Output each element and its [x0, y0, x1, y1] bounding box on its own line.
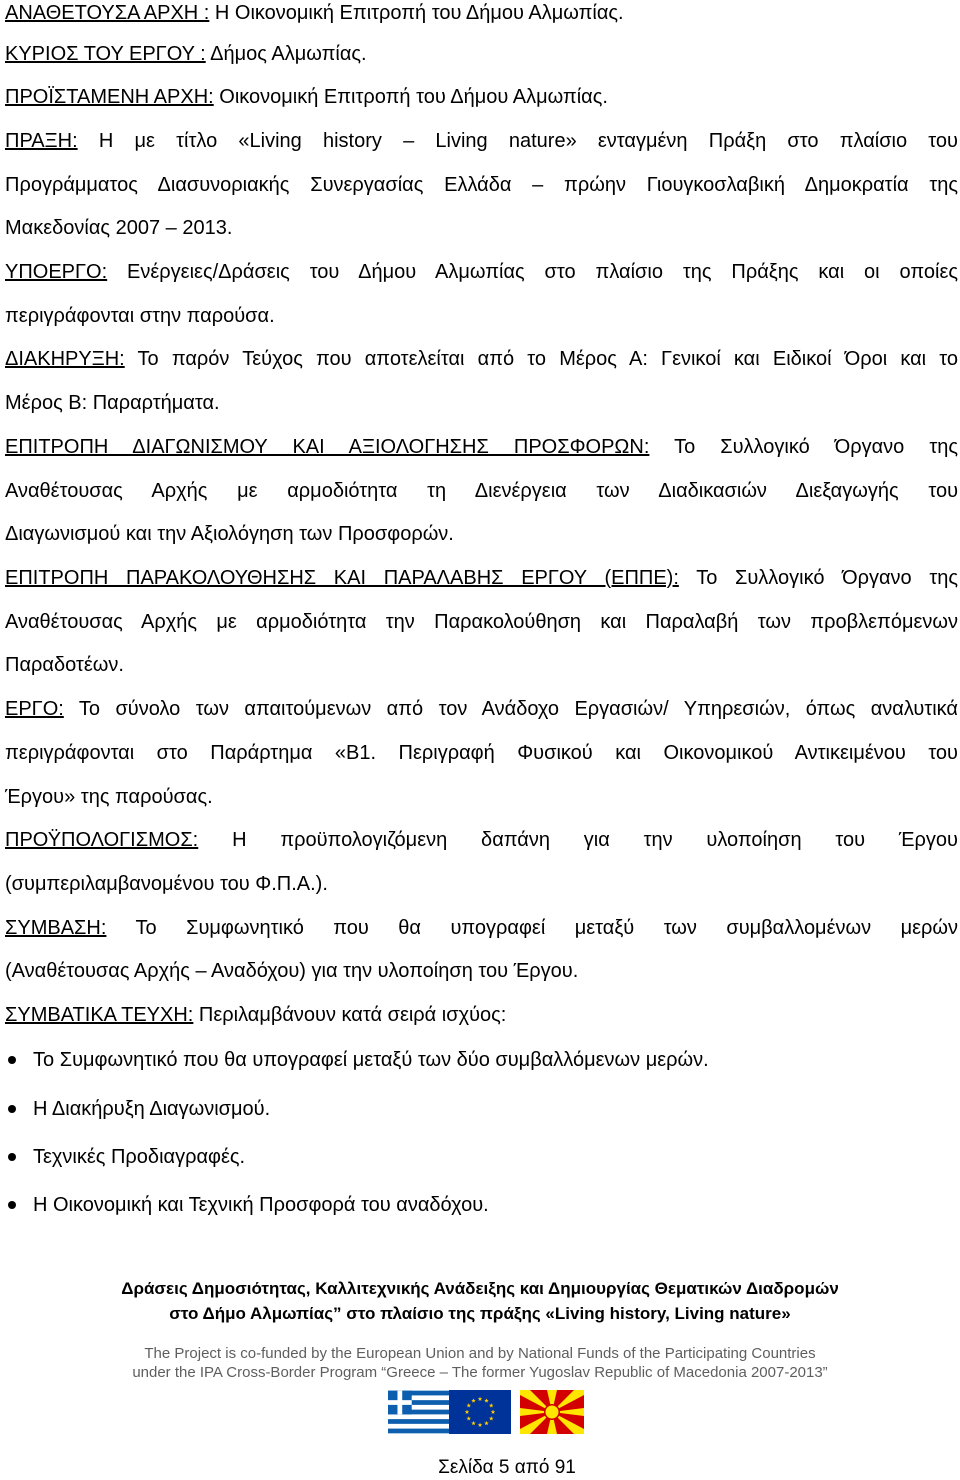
bullet-icon	[8, 1056, 16, 1064]
line-monitoring-committee-2: Αναθέτουσας Αρχής με αρμοδιότητα την Παρακολούθηση και Παραλαβή των προβλεπόμενων	[5, 611, 958, 633]
line-contract-documents: ΣΥΜΒΑΤΙΚΑ ΤΕΥΧΗ: Περιλαμβάνουν κατά σειρά ισχύος:	[5, 1004, 507, 1026]
term-label: ΔΙΑΚΗΡΥΞΗ:	[5, 348, 125, 370]
line-declaration-2: Μέρος Β: Παραρτήματα.	[5, 392, 220, 414]
term-label: ΣΥΜΒΑΣΗ:	[5, 917, 107, 939]
page-number: Σελίδα 5 από 91	[438, 1457, 576, 1478]
eu-flag-icon	[449, 1390, 511, 1434]
line-action-3: Μακεδονίας 2007 – 2013.	[5, 217, 233, 239]
term-label: ΠΡΟΫΠΟΛΟΓΙΣΜΟΣ:	[5, 829, 199, 851]
line-action-2: Προγράμματος Διασυνοριακής Συνεργασίας Ελλάδα – πρώην Γιουγκοσλαβική Δημοκρατία της	[5, 174, 958, 196]
line-subproject-1: ΥΠΟΕΡΓΟ: Ενέργειες/Δράσεις του Δήμου Αλμωπίας στο πλαίσιο της Πράξης και οι οποίες	[5, 261, 958, 283]
bullet-icon	[8, 1153, 16, 1161]
line-contracting-authority: ΑΝΑΘΕΤΟΥΣΑ ΑΡΧΗ : Η Οικονομική Επιτροπή του Δήμου Αλμωπίας.	[5, 2, 624, 24]
line-supervising-authority: ΠΡΟΪΣΤΑΜΕΝΗ ΑΡΧΗ: Οικονομική Επιτροπή του Δήμου Αλμωπίας.	[5, 86, 608, 108]
macedonia-flag-icon	[520, 1390, 584, 1434]
line-tender-committee-1: ΕΠΙΤΡΟΠΗ ΔΙΑΓΩΝΙΣΜΟΥ ΚΑΙ ΑΞΙΟΛΟΓΗΣΗΣ ΠΡΟΣΦΟΡΩΝ: Το Συλλογικό Όργανο της	[5, 436, 958, 458]
line-contract-1: ΣΥΜΒΑΣΗ: Το Συμφωνητικό που θα υπογραφεί μεταξύ των συμβαλλομένων μερών	[5, 917, 958, 939]
line-monitoring-committee-1: ΕΠΙΤΡΟΠΗ ΠΑΡΑΚΟΛΟΥΘΗΣΗΣ ΚΑΙ ΠΑΡΑΛΑΒΗΣ ΕΡΓΟΥ (ΕΠΠΕ): Το Συλλογικό Όργανο της	[5, 567, 958, 589]
term-label: ΠΡΟΪΣΤΑΜΕΝΗ ΑΡΧΗ:	[5, 86, 214, 108]
line-contract-2: (Αναθέτουσας Αρχής – Αναδόχου) για την υλοποίηση του Έργου.	[5, 960, 579, 982]
line-work-3: Έργου» της παρούσας.	[5, 786, 213, 808]
line-budget-2: (συμπεριλαμβανομένου του Φ.Π.Α.).	[5, 873, 328, 895]
term-label: ΑΝΑΘΕΤΟΥΣΑ ΑΡΧΗ :	[5, 2, 210, 24]
term-label: ΕΠΙΤΡΟΠΗ ΠΑΡΑΚΟΛΟΥΘΗΣΗΣ ΚΑΙ ΠΑΡΑΛΑΒΗΣ ΕΡΓΟΥ (ΕΠΠΕ):	[5, 567, 679, 589]
bullet-icon	[8, 1105, 16, 1113]
line-tender-committee-3: Διαγωνισμού και την Αξιολόγηση των Προσφορών.	[5, 523, 454, 545]
line-declaration-1: ΔΙΑΚΗΡΥΞΗ: Το παρόν Τεύχος που αποτελείται από το Μέρος Α: Γενικοί και Ειδικοί Όροι και το	[5, 348, 958, 370]
term-label: ΣΥΜΒΑΤΙΚΑ ΤΕΥΧΗ:	[5, 1004, 194, 1026]
line-budget-1: ΠΡΟΫΠΟΛΟΓΙΣΜΟΣ: Η προϋπολογιζόμενη δαπάνη για την υλοποίηση του Έργου	[5, 829, 958, 851]
greece-flag-icon	[388, 1390, 452, 1434]
cofund-text-line-1: The Project is co-funded by the European Union and by National Funds of the Participating Countries	[144, 1345, 816, 1362]
line-action-1: ΠΡΑΞΗ: Η με τίτλο «Living history – Living nature» ενταγμένη Πράξη στο πλαίσιο του	[5, 130, 958, 152]
term-label: ΥΠΟΕΡΓΟ:	[5, 261, 108, 283]
term-label: ΕΡΓΟ:	[5, 698, 64, 720]
line-tender-committee-2: Αναθέτουσας Αρχής με αρμοδιότητα τη Διενέργεια των Διαδικασιών Διεξαγωγής του	[5, 480, 958, 502]
line-work-1: ΕΡΓΟ: Το σύνολο των απαιτούμενων από τον Ανάδοχο Εργασιών/ Υπηρεσιών, όπως αναλυτικά	[5, 698, 958, 720]
line-work-2: περιγράφονται στο Παράρτημα «Β1. Περιγραφή Φυσικού και Οικονομικού Αντικειμένου του	[5, 742, 958, 764]
footer-title-line-2: στο Δήμο Αλμωπίας” στο πλαίσιο της πράξης «Living history, Living nature»	[169, 1304, 791, 1323]
term-label: ΠΡΑΞΗ:	[5, 130, 78, 152]
bullet-icon	[8, 1201, 16, 1209]
footer-title-line-1: Δράσεις Δημοσιότητας, Καλλιτεχνικής Ανάδειξης και Δημιουργίας Θεματικών Διαδρομών	[121, 1279, 839, 1298]
line-monitoring-committee-3: Παραδοτέων.	[5, 654, 124, 676]
term-label: ΚΥΡΙΟΣ ΤΟΥ ΕΡΓΟΥ :	[5, 43, 206, 65]
term-label: ΕΠΙΤΡΟΠΗ ΔΙΑΓΩΝΙΣΜΟΥ ΚΑΙ ΑΞΙΟΛΟΓΗΣΗΣ ΠΡΟΣΦΟΡΩΝ:	[5, 436, 650, 458]
line-project-owner: ΚΥΡΙΟΣ ΤΟΥ ΕΡΓΟΥ : Δήμος Αλμωπίας.	[5, 43, 367, 65]
line-subproject-2: περιγράφονται στην παρούσα.	[5, 305, 275, 327]
cofund-text-line-2: under the IPA Cross-Border Program “Greece – The former Yugoslav Republic of Macedonia 2007-2013”	[132, 1364, 828, 1381]
